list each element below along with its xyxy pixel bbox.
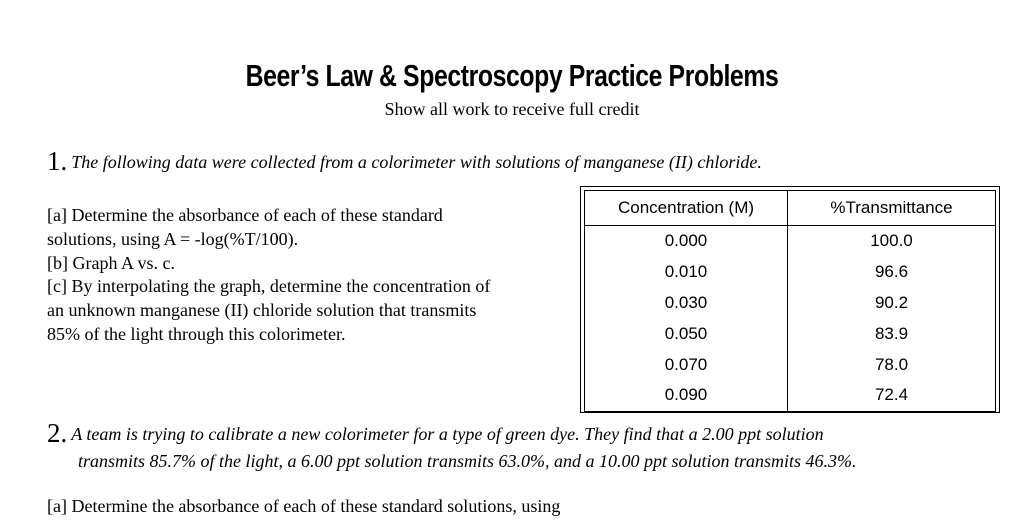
question-1-part-line: [c] By interpolating the graph, determine the concentration of bbox=[47, 276, 491, 297]
table-row bbox=[585, 288, 996, 319]
cell-transmittance: 72.4 bbox=[788, 380, 996, 411]
question-1-part-line: 85% of the light through this colorimeter. bbox=[47, 323, 346, 344]
cell-concentration: 0.010 bbox=[585, 257, 788, 288]
cell-transmittance: 100.0 bbox=[788, 226, 996, 257]
question-1 bbox=[47, 146, 762, 177]
page-subtitle: Show all work to receive full credit bbox=[384, 99, 640, 119]
question-2-number: 2. bbox=[47, 418, 68, 448]
question-1-number: 1. bbox=[47, 146, 68, 176]
cell-concentration: 0.070 bbox=[585, 349, 788, 380]
data-table-frame bbox=[580, 186, 1000, 413]
column-header-transmittance: %Transmittance bbox=[788, 191, 996, 226]
question-1-part-line: [b] Graph A vs. c. bbox=[47, 252, 175, 273]
cell-transmittance: 90.2 bbox=[788, 288, 996, 319]
question-1-part-line: an unknown manganese (II) chloride solution that transmits bbox=[47, 300, 477, 321]
question-1-parts bbox=[47, 204, 490, 347]
table-header-row bbox=[585, 191, 996, 226]
question-2-text-line-1: A team is trying to calibrate a new colorimeter for a type of green dye. They find that a 2.00 ppt solution bbox=[71, 424, 824, 444]
cell-concentration: 0.090 bbox=[585, 380, 788, 411]
table-row bbox=[585, 226, 996, 257]
cell-transmittance: 83.9 bbox=[788, 318, 996, 349]
question-1-part-line: [a] Determine the absorbance of each of these standard bbox=[47, 205, 443, 225]
cell-concentration: 0.050 bbox=[585, 318, 788, 349]
question-1-part-line: solutions, using A = -log(%T/100). bbox=[47, 228, 299, 249]
table-row bbox=[585, 380, 996, 411]
table-row bbox=[585, 349, 996, 380]
cell-transmittance: 96.6 bbox=[788, 257, 996, 288]
question-2 bbox=[47, 418, 824, 449]
data-table bbox=[584, 190, 996, 412]
column-header-concentration: Concentration (M) bbox=[585, 191, 788, 226]
cell-transmittance: 78.0 bbox=[788, 349, 996, 380]
question-1-text: The following data were collected from a colorimeter with solutions of manganese (II) chloride. bbox=[71, 152, 762, 172]
table-row bbox=[585, 257, 996, 288]
question-2-part-a: [a] Determine the absorbance of each of these standard solutions, using bbox=[47, 496, 561, 516]
question-2-text-line-2: transmits 85.7% of the light, a 6.00 ppt solution transmits 63.0%, and a 10.00 ppt solution transmits 46.3%. bbox=[78, 451, 857, 471]
cell-concentration: 0.000 bbox=[585, 226, 788, 257]
cell-concentration: 0.030 bbox=[585, 288, 788, 319]
table-row bbox=[585, 318, 996, 349]
page-title: Beer’s Law & Spectroscopy Practice Problems bbox=[245, 58, 779, 93]
